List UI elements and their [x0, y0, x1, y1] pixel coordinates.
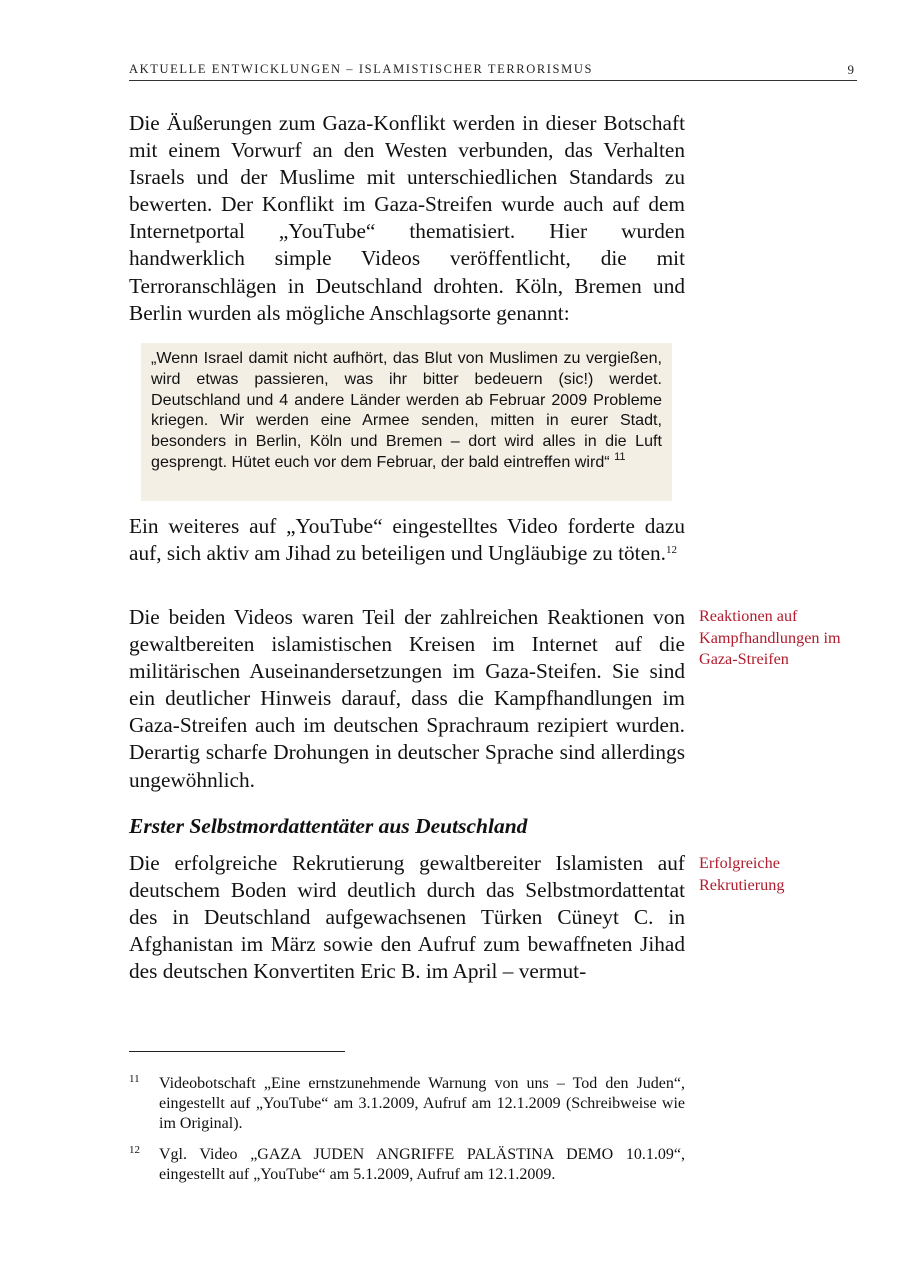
paragraph-jihad-video-text: Ein weiteres auf „YouTube“ eingestelltes Video forderte dazu auf, sich aktiv am Jihad zu beteiligen und Ungläubige zu töten.	[129, 514, 685, 566]
margin-note-reactions: Reaktionen auf Kampfhandlungen im Gaza-Streifen	[699, 607, 841, 668]
header-title: AKTUELLE ENTWICKLUNGEN – ISLAMISTISCHER TERRORISMUS	[129, 62, 593, 76]
paragraph-gaza-conflict: Die Äußerungen zum Gaza-Konflikt werden in dieser Botschaft mit einem Vorwurf an den Westen verbunden, das Verhalten Israels und der Muslime mit unterschiedlichen Standards zu bewerten. Der Konflikt im Gaza-Streifen wurde auch auf dem Internetportal „YouTube“ thematisiert. Hier wurden handwerklich simple Videos veröffentlicht, die mit Terroranschlägen in Deutschland drohten. Köln, Bremen und Berlin wurden als mögliche Anschlagsorte genannt:	[129, 111, 685, 325]
footnote-number: 11	[129, 1073, 140, 1085]
blockquote-threat	[141, 343, 672, 501]
footnote-divider	[129, 1051, 345, 1052]
paragraph-jihad-video	[129, 513, 685, 567]
page-number: 9	[847, 62, 854, 77]
footnote-ref-12: 12	[666, 544, 678, 557]
paragraph-video-reactions: Die beiden Videos waren Teil der zahlreichen Reaktionen von gewaltbereiten islamistischen Kreisen im Internet auf die militärischen Auseinandersetzungen im Gaza-Steifen. Sie sind ein deutlicher Hinweis darauf, dass die Kampfhandlungen im Gaza-Streifen auch im deutschen Sprachraum rezipiert wurden. Derartig scharfe Drohungen in deutscher Sprache sind allerdings ungewöhnlich.	[129, 605, 685, 792]
margin-note-recruitment: Erfolgreiche Rekrutierung	[699, 854, 785, 894]
running-header	[129, 62, 857, 81]
footnote-ref-11: 11	[614, 450, 626, 463]
quote-text: „Wenn Israel damit nicht aufhört, das Blut von Muslimen zu vergießen, wird etwas passieren, was ihr bitter bedeuern (sic!) werdet. Deutschland und 4 andere Länder werden ab Februar 2009 Probleme kriegen. Wir werden eine Armee senden, mitten in eurer Stadt, besonders in Berlin, Köln und Bremen – dort wird alles in die Luft gesprengt. Hütet euch vor dem Februar, der bald eintreffen wird“	[151, 349, 662, 471]
footnote-11	[129, 1074, 685, 1135]
section-heading: Erster Selbstmordattentäter aus Deutschland	[129, 814, 528, 838]
footnote-number: 12	[129, 1144, 140, 1156]
footnote-text: Vgl. Video „GAZA JUDEN ANGRIFFE PALÄSTINA DEMO 10.1.09“, eingestellt auf „YouTube“ am 5.1.2009, Aufruf am 12.1.2009.	[159, 1146, 685, 1184]
paragraph-recruitment: Die erfolgreiche Rekrutierung gewaltbereiter Islamisten auf deutschem Boden wird deutlich durch das Selbstmordattentat des in Deutschland aufgewachsenen Türken Cüneyt C. in Afghanistan im März sowie den Aufruf zum bewaffneten Jihad des deutschen Konvertiten Eric B. im April – vermut-	[129, 851, 685, 984]
footnote-text: Videobotschaft „Eine ernstzunehmende Warnung von uns – Tod den Juden“, eingestellt auf „YouTube“ am 3.1.2009, Aufruf am 12.1.2009 (Schreibweise wie im Original).	[159, 1075, 685, 1133]
footnote-12	[129, 1145, 685, 1185]
